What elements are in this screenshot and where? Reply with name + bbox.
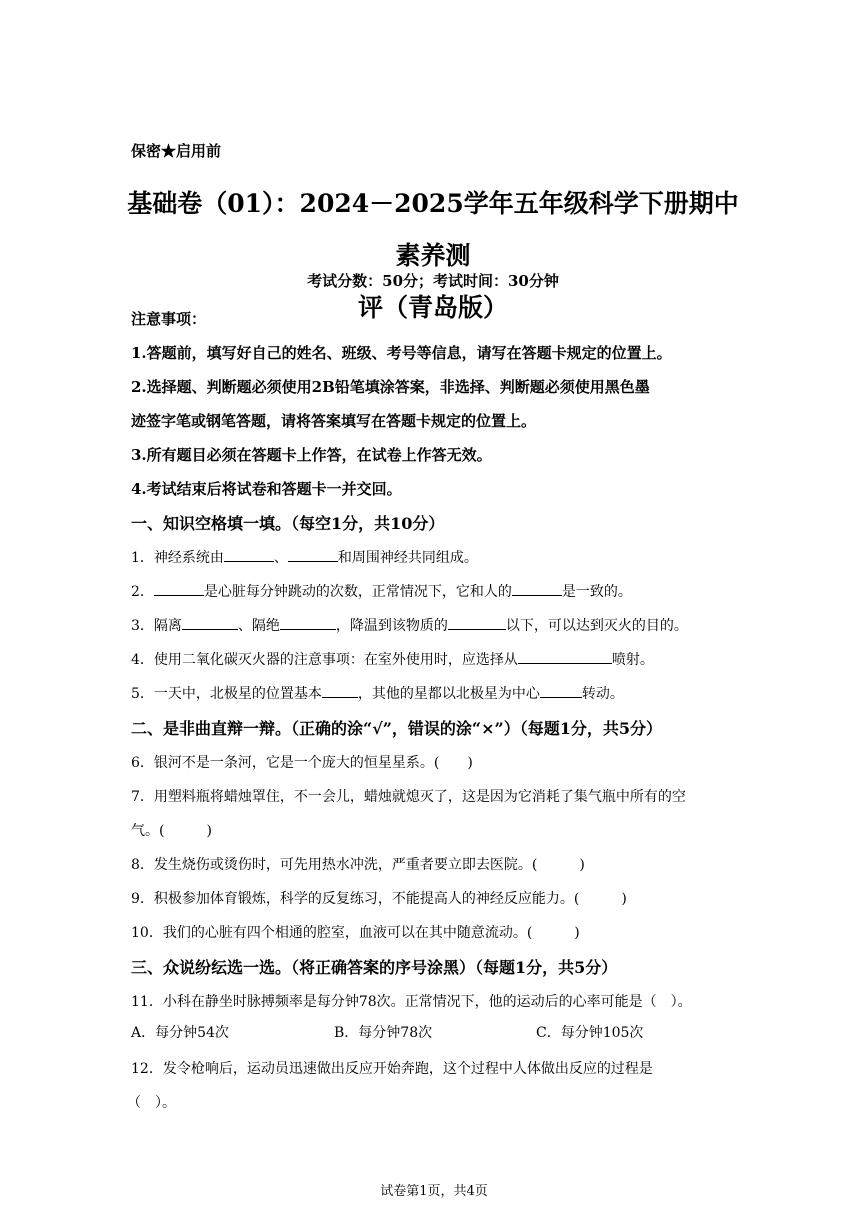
question-5-text-c: 转动。 xyxy=(581,686,624,702)
question-4-text-b: 喷射。 xyxy=(611,652,654,668)
question-1 xyxy=(131,547,748,567)
question-11: 11．小科在静坐时脉搏频率是每分钟78次。正常情况下，他的运动后的心率可能是（ ）。 xyxy=(131,994,692,1010)
question-2-text-c: 是一致的。 xyxy=(561,584,632,600)
note-item-2-cont: 迹签字笔或钢笔答题，请将答案填写在答题卡规定的位置上。 xyxy=(131,412,537,430)
notes-heading: 注意事项： xyxy=(131,310,207,328)
question-2-text-b: 是心脏每分钟跳动的次数，正常情况下，它和人的 xyxy=(203,584,512,600)
confidential-label: 保密★启用前 xyxy=(131,142,222,160)
question-8: 8．发生烧伤或烫伤时，可先用热水冲洗，严重者要立即去医院。( ) xyxy=(131,857,585,873)
note-item-1: 1.答题前，填写好自己的姓名、班级、考号等信息，请写在答题卡规定的位置上。 xyxy=(131,344,672,362)
question-5-text-b: ，其他的星都以北极星为中心 xyxy=(357,686,540,702)
note-item-3: 3.所有题目必须在答题卡上作答，在试卷上作答无效。 xyxy=(131,446,492,464)
section-3-heading: 三、众说纷纭选一选。（将正确答案的序号涂黑）（每题1分，共5分） xyxy=(131,958,618,977)
answer-blank xyxy=(288,547,338,562)
question-5 xyxy=(131,683,748,703)
question-1-text-b: 、 xyxy=(273,550,288,566)
question-7-cont: 气。( ) xyxy=(131,823,212,839)
question-6: 6．银河不是一条河，它是一个庞大的恒星星系。( ) xyxy=(131,755,473,771)
page-footer: 试卷第1页，共4页 xyxy=(380,1184,488,1199)
answer-blank xyxy=(224,547,274,562)
question-5-text-a: 5．一天中，北极星的位置基本 xyxy=(131,686,322,702)
note-item-4: 4.考试结束后将试卷和答题卡一并交回。 xyxy=(131,480,402,498)
exam-meta: 考试分数：50分；考试时间：30分钟 xyxy=(307,272,559,290)
exam-title-line-2: 评（青岛版） xyxy=(357,293,508,322)
answer-blank xyxy=(322,683,358,698)
exam-title-line-1: 基础卷（01）：2024－2025学年五年级科学下册期中素养测 xyxy=(127,189,739,270)
answer-blank xyxy=(280,615,336,630)
question-2 xyxy=(131,581,748,601)
question-3-text-c: ，降温到该物质的 xyxy=(335,618,448,634)
note-item-2: 2.选择题、判断题必须使用2B铅笔填涂答案，非选择、判断题必须使用黑色墨 xyxy=(131,378,650,396)
question-2-text-a: 2． xyxy=(131,584,154,600)
answer-blank xyxy=(518,649,612,664)
question-7: 7．用塑料瓶将蜡烛罩住，不一会儿，蜡烛就熄灭了，这是因为它消耗了集气瓶中所有的空 xyxy=(131,789,686,805)
question-3-text-a: 3．隔离 xyxy=(131,618,182,634)
question-4 xyxy=(131,649,748,669)
question-9: 9．积极参加体育锻炼，科学的反复练习，不能提高人的神经反应能力。( ) xyxy=(131,891,627,907)
question-3-text-b: 、隔绝 xyxy=(237,618,280,634)
answer-blank xyxy=(540,683,582,698)
question-1-text-a: 1．神经系统由 xyxy=(131,550,224,566)
option-a[interactable]: A．每分钟54次 xyxy=(131,1025,229,1041)
question-3 xyxy=(131,615,748,635)
answer-blank xyxy=(512,581,562,596)
section-2-heading: 二、是非曲直辩一辩。（正确的涂“√”，错误的涂“×”）（每题1分，共5分） xyxy=(131,719,663,738)
answer-blank xyxy=(154,581,204,596)
question-10: 10．我们的心脏有四个相通的腔室，血液可以在其中随意流动。( ) xyxy=(131,925,580,941)
question-4-text-a: 4．使用二氧化碳灭火器的注意事项：在室外使用时，应选择从 xyxy=(131,652,518,668)
option-b[interactable]: B．每分钟78次 xyxy=(334,1025,433,1041)
question-12-cont: （ ）。 xyxy=(127,1095,176,1111)
answer-blank xyxy=(448,615,506,630)
question-3-text-d: 以下，可以达到灭火的目的。 xyxy=(505,618,688,634)
question-1-text-c: 和周围神经共同组成。 xyxy=(337,550,478,566)
question-12: 12．发令枪响后，运动员迅速做出反应开始奔跑，这个过程中人体做出反应的过程是 xyxy=(131,1061,653,1077)
section-1-heading: 一、知识空格填一填。（每空1分，共10分） xyxy=(131,514,445,533)
option-c[interactable]: C．每分钟105次 xyxy=(536,1025,644,1041)
answer-blank xyxy=(182,615,238,630)
